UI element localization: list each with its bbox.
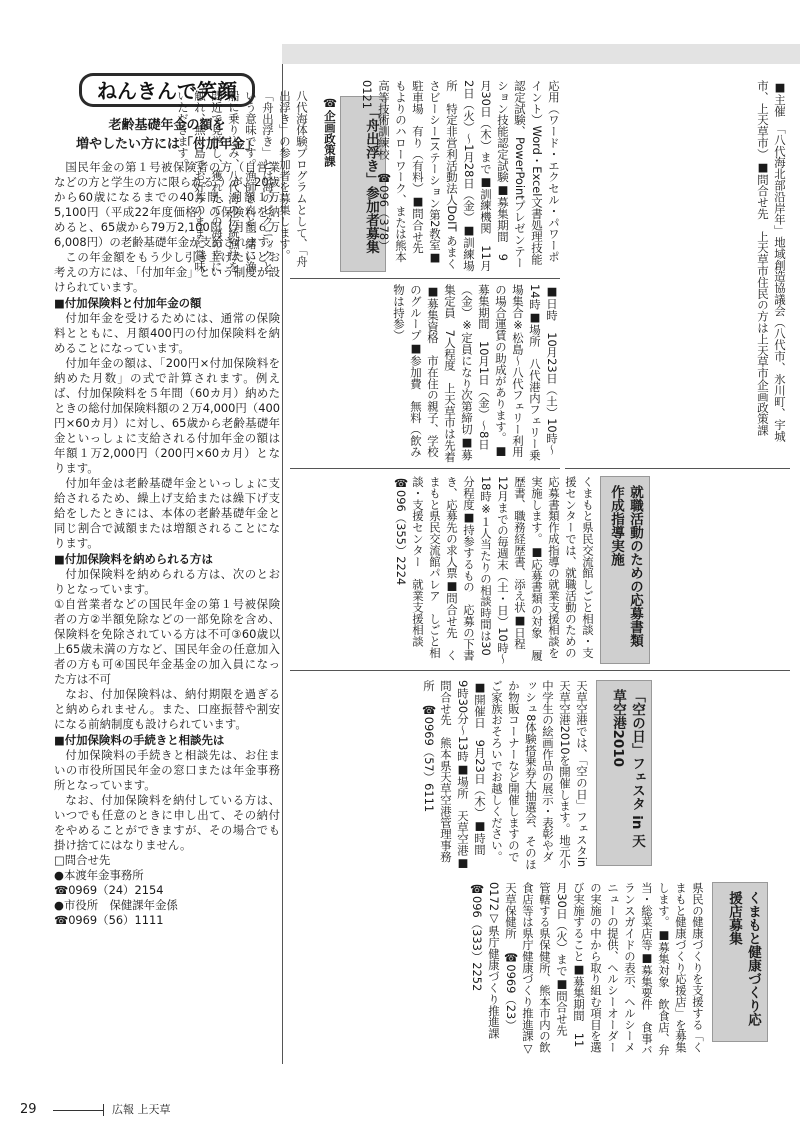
paragraph: 付加保険料を納められる方は、次のとおりとなっています。 — [54, 567, 280, 596]
contact-block — [54, 853, 280, 928]
page-footer — [20, 1100, 320, 1120]
paragraph: この年金額をもう少し引き上げたいとお考えの方には、「付加年金」という制度が設けられています。 — [54, 250, 280, 294]
contact-phone: ☎0969（56）1111 — [54, 913, 164, 927]
section-heading: ■付加保険料の手続きと相談先は — [54, 733, 225, 747]
page-number: 29 — [20, 1102, 37, 1117]
footer-tick — [103, 1104, 104, 1116]
paragraph: 付加年金の額は、「200円×付加保険料を納めた月数」の式で計算されます。例えば、付加保険料を５年間（60カ月）納めたときの総付加保険料額の２万4,000円（400円×60カ月）に対し、65歳から老齢基礎年金といっしょに支給される付加年金の額は年額１万2,000円（200円×60カ月）となります。 — [54, 356, 280, 475]
horizontal-divider — [290, 278, 560, 279]
section-heading: ■付加保険料を納められる方は — [54, 552, 213, 566]
paragraph: 付加年金は老齢基礎年金といっしょに支給されるため、繰上げ支給または繰下げ支給をしたときには、本体の老齢基礎年金と同じ割合で減額または増額されることになります。 — [54, 476, 280, 550]
footer-rule — [53, 1110, 103, 1111]
paragraph: ①自営業者などの国民年金の第１号被保険者の方②半額免除などの一部免除を含め、保険料を免除されている方は不可③60歳以上65歳未満の方など、国民年金の任意加入者の方も可④国民年金基金の加入員になった方は不可 — [54, 597, 280, 686]
training-text: 応用（ワード・エクセル・パワーポイント）Word・Excel文書処理技能認定試験、PowerPointプレゼンテーション技能認定試験■募集期間 9月30日（木）まで■訓練機関 11月2日（火）～1月28日（金）■訓練場所 特定非営利活動法人DoIT あまくさビーシーIステーション第2教室■駐車場 有り（有料）■問合せ先 もよりのハローワーク、または熊本高等技術訓練校 ☎096（378）0121 — [360, 80, 561, 272]
header-band — [282, 44, 800, 64]
contact-office: ●本渡年金事務所 — [54, 868, 144, 882]
contact-phone: ☎0969（24）2154 — [54, 883, 164, 897]
funade-bottom-text: ■日時 10月23日（土）10時～14時■場所 八代港内フェリー乗場集合※松島～八代フェリー利用の場合運賃の助成があります。■募集期間 10月1日（金）～8日（金）※定員になり次第締切■募集定員 7人程度 上天草市は先着■募集資格 市在住の親子、学校のグループ■参加費 無料（飲み物は持参） — [392, 284, 559, 463]
paragraph: 国民年金の第１号被保険者の方（自営業などの方と学生の方に限られる。）が、20歳から60歳になるまでの40年間、月額１万5,100円（平成22年度価格）の保険料を納めると、65歳から79万2,100円（月額６万6,008円）の老齢基礎年金が支給されます。 — [54, 160, 280, 249]
shushoku-heading — [600, 476, 650, 664]
sora-heading — [596, 680, 652, 866]
top-margin — [0, 0, 800, 44]
kenko-text: 県民の健康づくりを支援する「くまもと健康づくり応援店」を募集します。■募集対象 飲食店、弁当・総菜店等■募集要件 食事バランスガイドの表示、ヘルシーメニューの提供、ヘルシーオーダーの実施の中から取り組む項目を選び実施すること■募集期間 11月30日（火）まで■問合せ先 管轄する県保健所、熊本市内の飲食店等は県庁健康づくり推進課▽天草保健所 ☎0969（23）0172▽県庁健康づくり推進課 ☎096（333）2252 — [470, 882, 705, 1056]
contact-office: ●市役所 保健課年金係 — [54, 898, 178, 912]
kenko-heading — [712, 882, 768, 1042]
heading-text: 「空の日」フェスタ in 天草空港2010 — [610, 689, 645, 848]
paragraph: なお、付加保険料を納付している方は、いつでも任意のときに申し出て、その納付をやめることができますが、その場合でも掛け捨てにはなりません。 — [54, 793, 280, 852]
title-line-2: 増やしたい方には「付加年金」 — [75, 137, 258, 152]
paragraph: なお、付加保険料は、納付期限を過ぎると納められません。また、口座振替や割安になる前納制度も設けられています。 — [54, 687, 280, 731]
heading-text: 就職活動のための応募書類作成指導実施 — [608, 485, 643, 647]
sora-text: 天草空港では、「空の日」フェスタin天草空港2010を開催します。地元小中学生の絵画作品の展示・表彰やダッシュ8体験搭乗券大抽選会、そのほか物販コーナーなど開催しますのでご家族おそろいでお越しください。■開催日 9月23日（木）■時間 9時30分～13時■場所 天草空港■問合せ先 熊本県天草空港管理事務所 ☎0969（57）6111 — [422, 680, 589, 870]
funade-top-text: 八代海体験プログラムとして、「舟出浮き」の参加者を募集します。「舟出浮き」とは海のピクニックという意味です。漁師さんと一緒に漁船に乗り込み、八代海の伝統漁法を間近で見学し、獲れたての海の幸に触れ、無人島でお好みのままに賞味いただきます。 — [176, 90, 309, 273]
horizontal-divider — [290, 468, 560, 469]
shushoku-text-2 — [656, 476, 786, 666]
paragraph: 付加保険料の手続きと相談先は、お住まいの市役所国民年金の窓口または年金事務所となっています。 — [54, 748, 280, 792]
horizontal-divider — [565, 468, 790, 469]
horizontal-divider — [290, 670, 790, 671]
title-line-1: 老齢基礎年金の額を — [108, 118, 226, 133]
section-heading: ■付加保険料と付加年金の額 — [54, 296, 202, 310]
shushoku-text: くまもと県民交流館しごと相談・支援センターでは、就職活動のための応募書類作成指導の就業支援相談を実施します。■応募書類の対象 履歴書、職務経歴書、添え状■日程 12月までの毎週末（土・日）10時～18時※１人当たりの相談時間は30分程度■持参するもの 応募の下書き、応募先の求人票■問合せ先 くまもと県民交流館パレア しごと相談・支援センター 就業支援相談 ☎096（355）2224 — [394, 476, 595, 665]
funade-sub: ☎企画政策課 — [323, 96, 337, 167]
heading-text: 「舟出浮き」参加者募集 — [363, 105, 379, 254]
heading-text: くまもと健康づくり応援店募集 — [726, 891, 761, 1026]
svg-text:ねんきんで笑顔: ねんきんで笑顔 — [97, 79, 237, 103]
paragraph: 付加年金を受けるためには、通常の保険料とともに、月額400円の付加保険料を納めることになっています。 — [54, 311, 280, 355]
publication-name: 広報 上天草 — [112, 1103, 171, 1116]
contact-heading: □問合せ先 — [54, 853, 111, 867]
organizer-text: ■主催 「八代海北部沿岸年」地域創造協議会（八代市、氷川町、宇城市、上天草市）■問合せ先 上天草市住民の方は上天草市企画政策課 — [756, 80, 787, 442]
